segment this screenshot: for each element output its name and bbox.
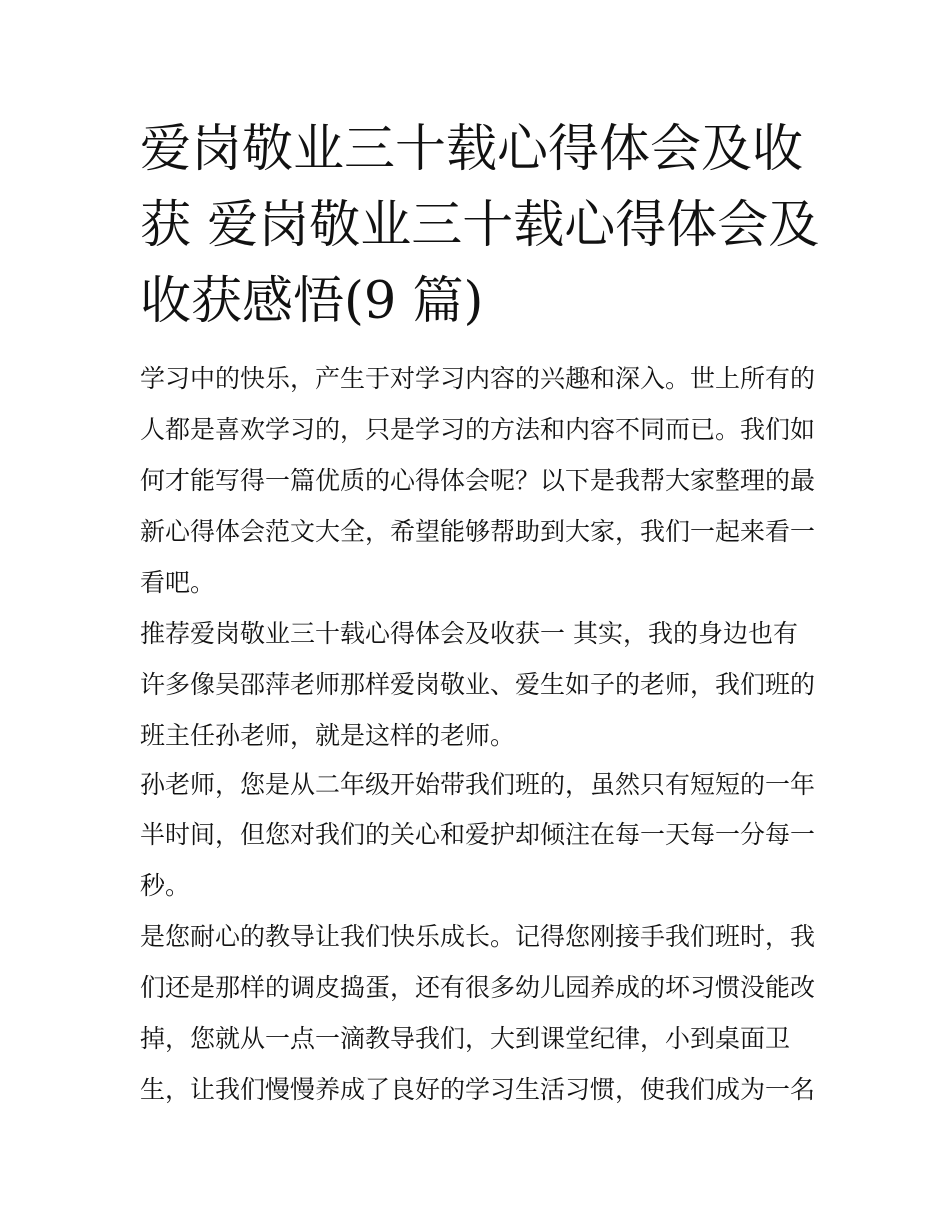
text-line: 人都是喜欢学习的，只是学习的方法和内容不同而已。我们如 [140,415,816,444]
title-line: 爱岗敬业三十载心得体会及收 [140,120,804,179]
title-line: 收获感悟(9 篇) [140,272,484,331]
text-line: 何才能写得一篇优质的心得体会呢？以下是我帮大家整理的最 [140,466,816,495]
text-line: 秒。 [140,871,191,900]
text-line: 半时间，但您对我们的关心和爱护却倾注在每一天每一分每一 [140,820,816,849]
text-line: 许多像吴邵萍老师那样爱岗敬业、爱生如子的老师，我们班的 [140,670,816,699]
text-line: 看吧。 [140,568,216,597]
text-line: 生，让我们慢慢养成了良好的学习生活习惯，使我们成为一名 [140,1075,816,1104]
text-line: 推荐爱岗敬业三十载心得体会及收获一 其实，我的身边也有 [140,619,798,648]
text-line: 们还是那样的调皮捣蛋，还有很多幼儿园养成的坏习惯没能改 [140,973,816,1002]
text-line: 学习中的快乐，产生于对学习内容的兴趣和深入。世上所有的 [140,364,816,393]
document-title [140,112,820,340]
text-line: 班主任孙老师，就是这样的老师。 [140,721,516,750]
text-line: 孙老师，您是从二年级开始带我们班的，虽然只有短短的一年 [140,770,816,799]
title-line: 获 爱岗敬业三十载心得体会及 [140,196,820,255]
text-line: 新心得体会范文大全，希望能够帮助到大家，我们一起来看一 [140,517,816,546]
text-line: 是您耐心的教导让我们快乐成长。记得您刚接手我们班时，我 [140,922,816,951]
text-line: 掉，您就从一点一滴教导我们，大到课堂纪律，小到桌面卫 [140,1024,791,1053]
